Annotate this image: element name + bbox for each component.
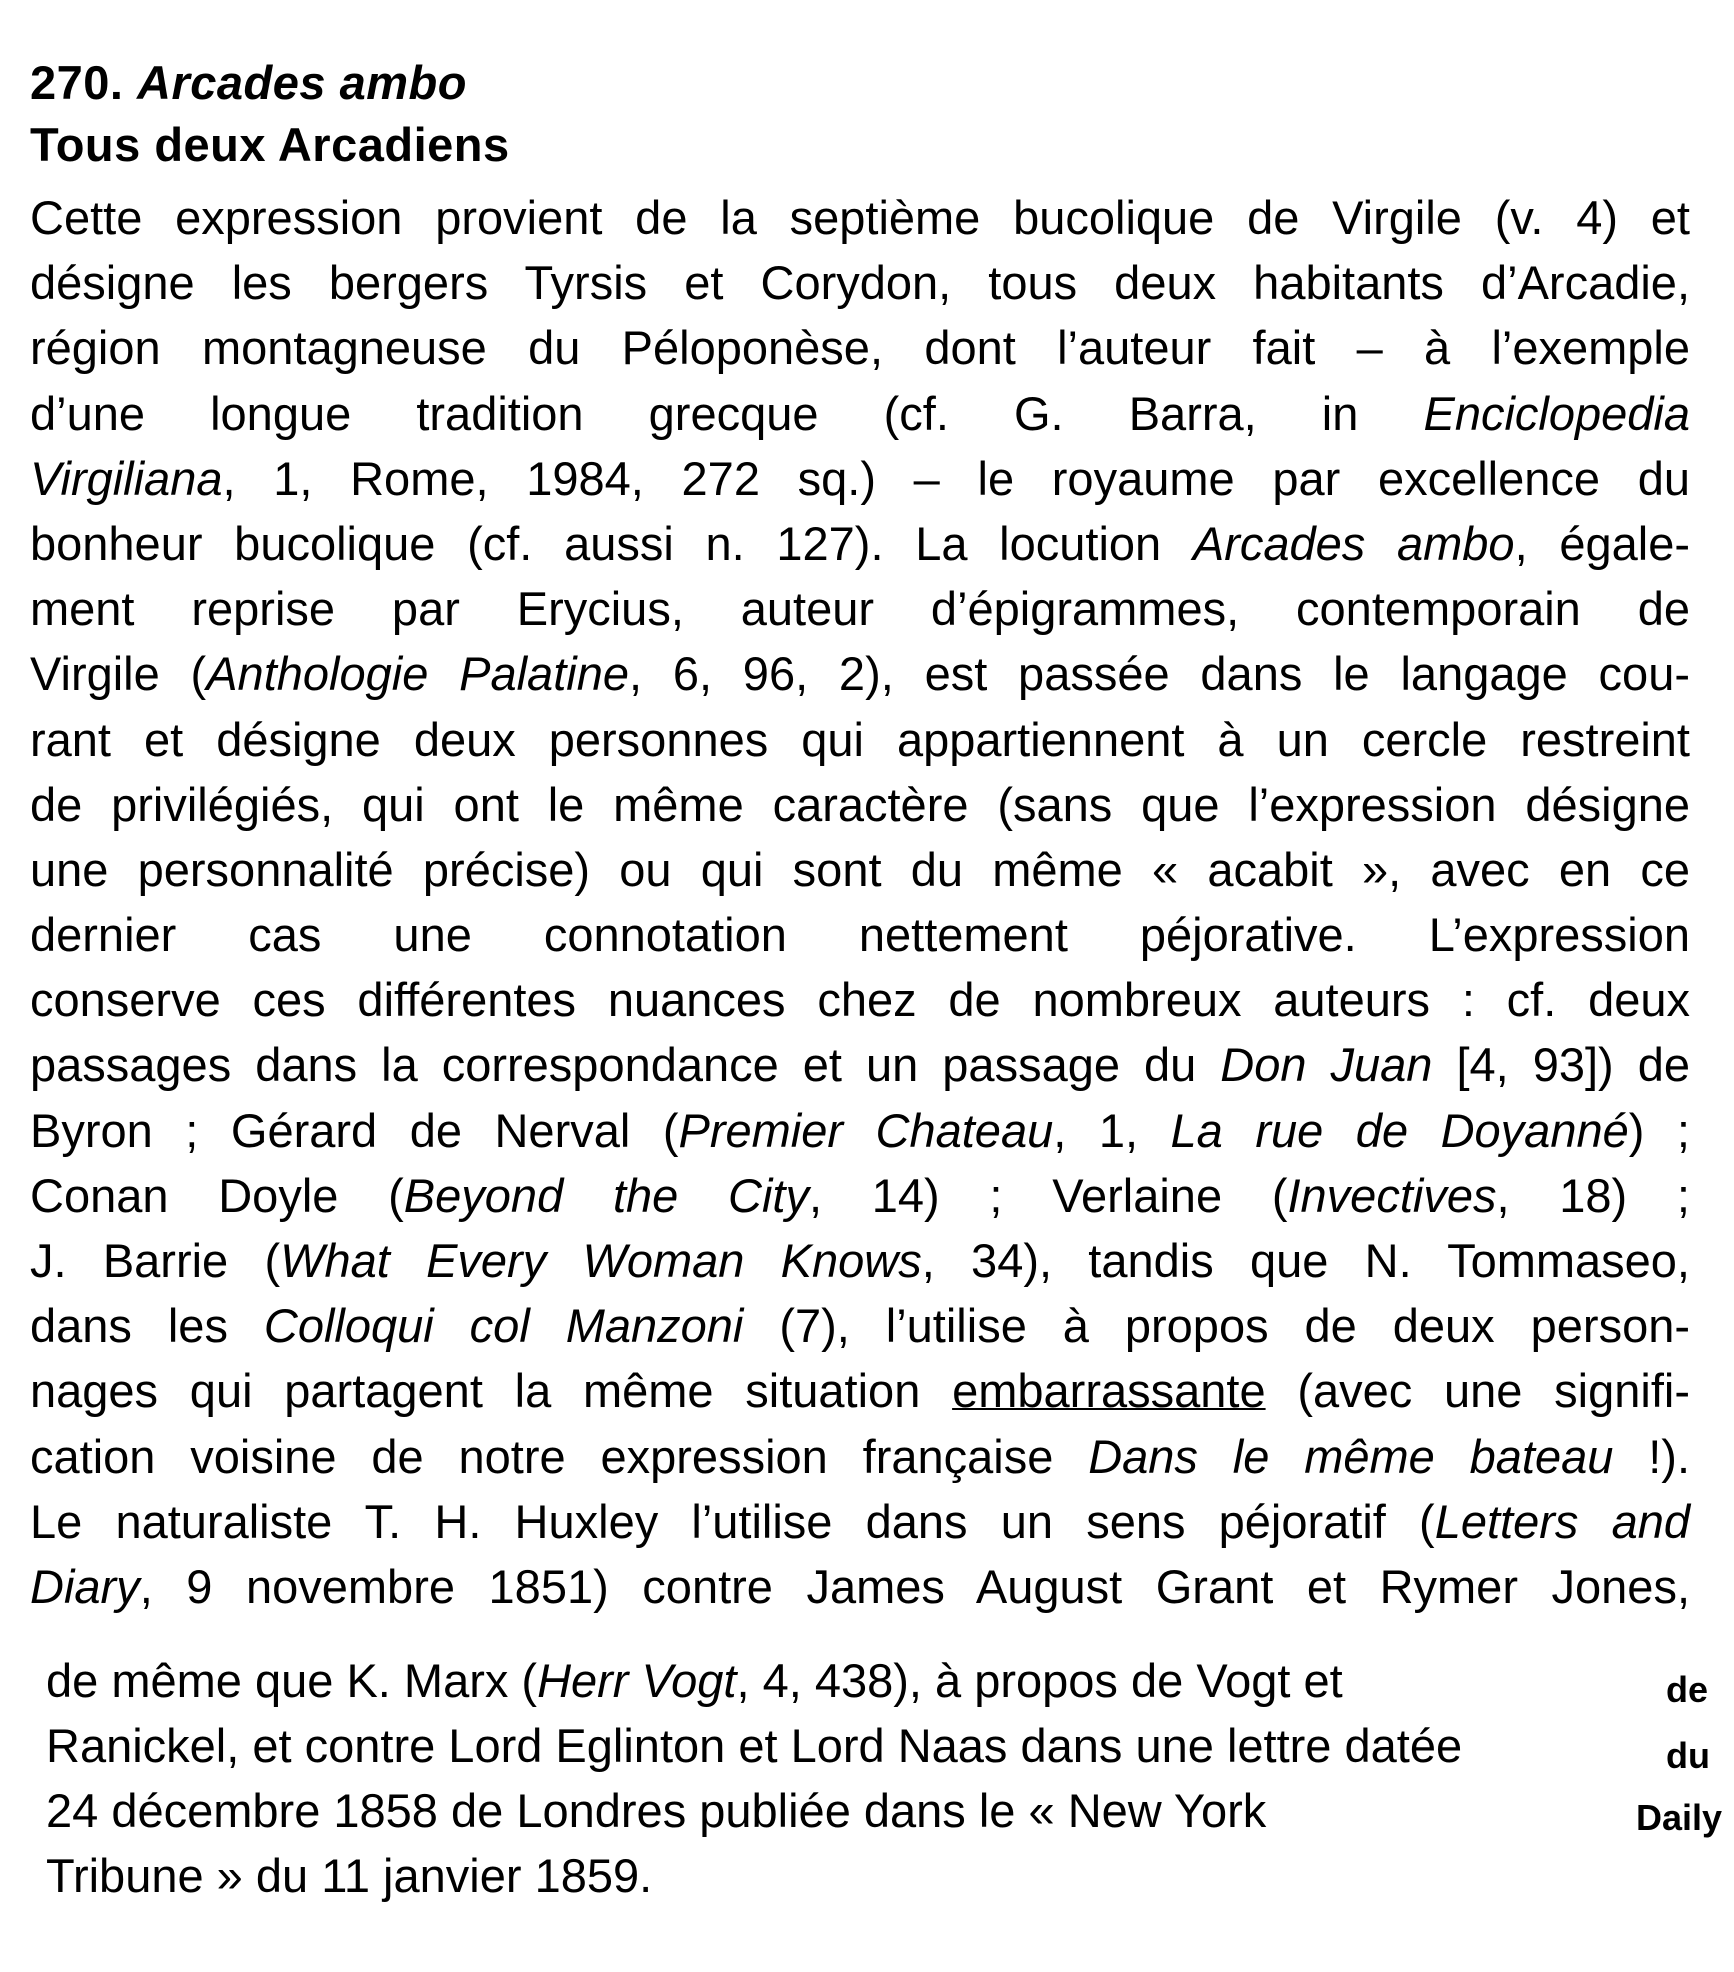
edge-word: Daily	[1636, 1797, 1723, 1838]
text-run: J. Barrie (	[30, 1234, 281, 1287]
body-line	[30, 381, 1690, 446]
body-line	[30, 1163, 1690, 1228]
text-run: Conan Doyle (	[30, 1168, 404, 1222]
body-line: Cette expression provient de la septième bucolique de Virgile (v. 4) et	[30, 191, 1690, 244]
work-title: Premier Chateau	[678, 1103, 1054, 1157]
entry-heading	[30, 52, 1690, 176]
work-title: La rue de Doyanné	[1170, 1103, 1629, 1157]
body-line: une personnalité précise) ou qui sont du même « acabit », avec en ce	[30, 842, 1690, 896]
work-title: Enciclopedia	[1423, 386, 1690, 440]
body-line	[30, 511, 1690, 576]
text-run: , 1, Rome, 1984, 272 sq.) – le royaume par excellence du	[222, 451, 1690, 505]
work-title: Beyond the City	[403, 1168, 809, 1222]
text-run: passages dans la correspondance et un passage du	[30, 1038, 1221, 1092]
body-line	[30, 1228, 1690, 1293]
text-run: (avec une signifi-	[1265, 1364, 1690, 1418]
body-line: Tribune » du 11 janvier 1859.	[46, 1849, 653, 1902]
entry-french-title: Tous deux Arcadiens	[30, 118, 510, 171]
work-title: Invectives	[1287, 1168, 1497, 1222]
text-run: cation voisine de notre expression française	[30, 1429, 1089, 1483]
work-title: Diary	[30, 1559, 140, 1613]
edge-word: de	[1666, 1669, 1709, 1710]
entry-continuation	[46, 1648, 1723, 1908]
work-title: Don Juan	[1220, 1038, 1433, 1092]
body-line	[30, 1358, 1690, 1423]
text-run: , 18) ;	[1496, 1168, 1690, 1222]
body-line: conserve ces différentes nuances chez de nombreux auteurs : cf. deux	[30, 973, 1690, 1027]
body-line	[30, 1489, 1690, 1554]
text-run: [4, 93]) de	[1432, 1038, 1690, 1092]
text-run: bonheur bucolique (cf. aussi n. 127). La locution	[30, 516, 1193, 570]
text-run: d’une longue tradition grecque (cf. G. Barra, in	[30, 386, 1424, 440]
text-run: , 34), tandis que N. Tommaseo,	[921, 1234, 1690, 1287]
body-line	[30, 641, 1690, 706]
text-run: nages qui partagent la même situation	[30, 1364, 953, 1418]
body-line: de privilégiés, qui ont le même caractère (sans que l’expression désigne	[30, 777, 1690, 831]
text-run: , 1,	[1053, 1103, 1171, 1157]
entry-number: 270.	[30, 56, 124, 109]
text-run: , égale-	[1514, 516, 1690, 570]
body-line: région montagneuse du Péloponèse, dont l’auteur fait – à l’exemple	[30, 321, 1690, 375]
work-title: Herr Vogt	[537, 1654, 737, 1707]
work-title: Letters and	[1434, 1494, 1690, 1548]
text-run: Byron ; Gérard de Nerval (	[30, 1103, 679, 1157]
body-line	[30, 1032, 1690, 1097]
text-run: !).	[1613, 1429, 1691, 1483]
entry-body	[30, 185, 1690, 1619]
text-run: de même que K. Marx (	[46, 1654, 538, 1707]
text-run: ) ;	[1628, 1103, 1690, 1157]
text-run: , 9 novembre 1851) contre James August Grant et Rymer Jones,	[139, 1559, 1690, 1613]
text-run: , 14) ; Verlaine (	[808, 1168, 1288, 1222]
text-run: dans les	[30, 1299, 264, 1353]
text-run: Le naturaliste T. H. Huxley l’utilise dans un sens péjoratif (	[30, 1494, 1435, 1548]
italic-phrase: Dans le même bateau	[1088, 1429, 1614, 1483]
body-line	[30, 446, 1690, 511]
body-line: ment reprise par Erycius, auteur d’épigrammes, contemporain de	[30, 582, 1690, 636]
work-title: Colloqui col Manzoni	[263, 1299, 744, 1353]
body-line	[30, 1098, 1690, 1163]
body-line: rant et désigne deux personnes qui appartiennent à un cercle restreint	[30, 712, 1690, 766]
entry-latin-title: Arcades ambo	[137, 56, 467, 109]
text-run: , 6, 96, 2), est passée dans le langage cou-	[628, 647, 1690, 701]
latin-phrase: Arcades ambo	[1192, 516, 1515, 570]
text-run: (7), l’utilise à propos de deux person-	[743, 1299, 1690, 1353]
work-title: Virgiliana	[30, 451, 223, 505]
body-line	[30, 1424, 1690, 1489]
underlined-word: embarrassante	[952, 1364, 1266, 1418]
entry-heading-line	[30, 52, 1690, 114]
text-run: , 4, 438), à propos de Vogt et	[736, 1654, 1343, 1707]
body-line: désigne les bergers Tyrsis et Corydon, tous deux habitants d’Arcadie,	[30, 256, 1690, 310]
body-line	[30, 1554, 1690, 1619]
body-line: 24 décembre 1858 de Londres publiée dans le « New York	[46, 1784, 1267, 1837]
body-line	[46, 1648, 1646, 1713]
work-title: What Every Woman Knows	[280, 1234, 922, 1287]
work-title: Anthologie Palatine	[206, 647, 629, 701]
text-run: Virgile (	[30, 647, 207, 701]
body-line: Ranickel, et contre Lord Eglinton et Lord Naas dans une lettre datée	[46, 1719, 1463, 1772]
body-line	[30, 1293, 1690, 1358]
body-line: dernier cas une connotation nettement péjorative. L’expression	[30, 908, 1690, 962]
edge-word: du	[1666, 1735, 1710, 1776]
